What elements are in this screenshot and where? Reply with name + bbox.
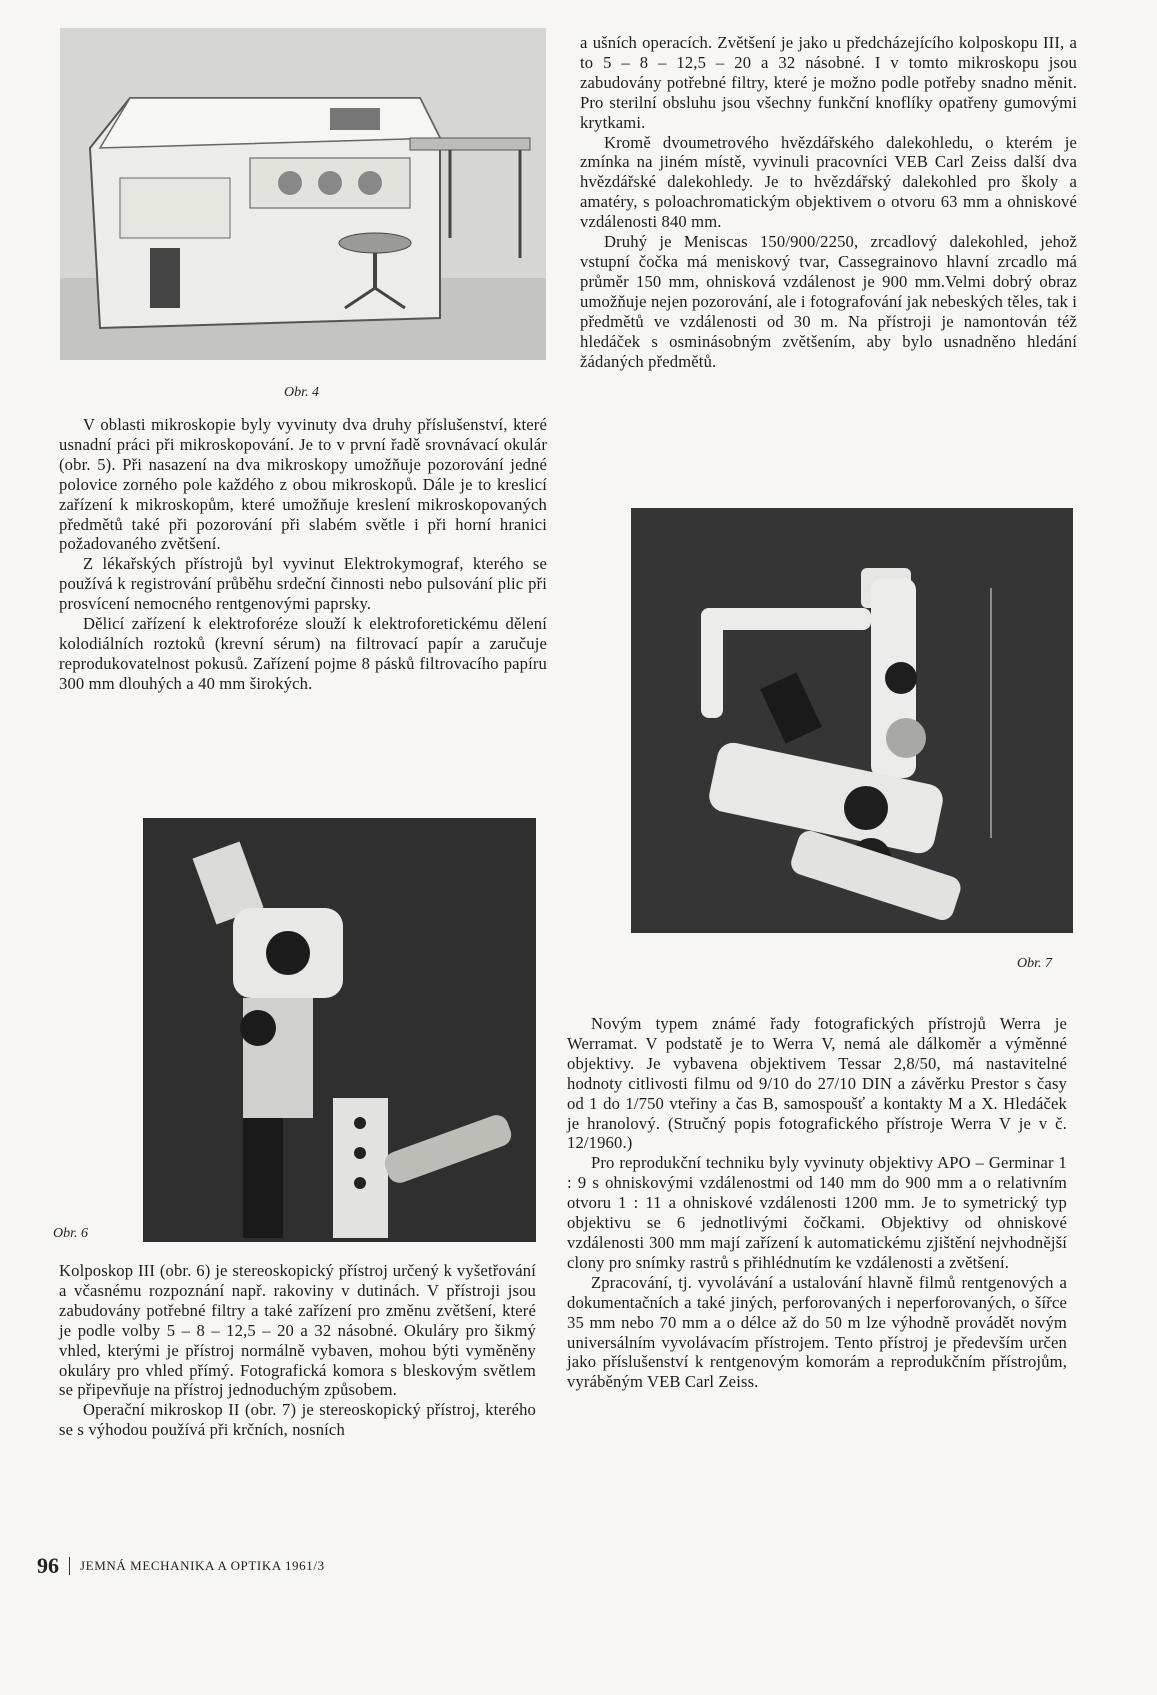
right-column-upper [580, 33, 1077, 371]
figure-7-illustration [631, 508, 1073, 933]
paragraph: Druhý je Meniscas 150/900/2250, zrcadlový dalekohled, jehož vstupní čočka má meniskový tvar, Cassegrainovo hlavní zrcadlo má průměr 150 mm, ohnisková vzdálenost je 900 mm.Velmi dobrý obraz umožňuje nejen pozorování, ale i fotografování jak nebeských těles, tak i předmětů ve vzdálenosti od 30 m. Na přístroji je namontován též hledáček s osminásobným zvětšením, aby bylo usnadněno hledání žádaných předmětů. [580, 232, 1077, 371]
paragraph: Pro reprodukční techniku byly vyvinuty objektivy APO – Germinar 1 : 9 s ohniskovými vzdálenostmi od 140 mm do 900 mm a o relativním otvoru 1 : 11 a ohniskové vzdálenosti 1200 mm. Je to symetrický typ objektivu se 6 jednotlivými čočkami. Objektivy od ohniskové vzdálenosti 300 mm mají zařízení k automatickému zjištění nejvhodnější clony pro snímky rastrů s přihlédnutím ke vzdálenosti a zvětšení. [567, 1153, 1067, 1272]
figure-6-photo [143, 818, 536, 1242]
right-column-lower [567, 1014, 1067, 1392]
figure-4-illustration [60, 28, 546, 360]
paragraph: Kromě dvoumetrového hvězdářského dalekohledu, o kterém je zmínka na jiném místě, vyvinuli pracovníci VEB Carl Zeiss další dva hvězdářské dalekohledy. Je to hvězdářský dalekohled pro školy a amatéry, s poloachromatickým objektivem o otvoru 63 mm a ohniskové vzdálenosti 840 mm. [580, 132, 1077, 232]
left-column-upper [59, 415, 547, 694]
paragraph: Novým typem známé řady fotografických přístrojů Werra je Werramat. V podstatě je to Werra V, nemá ale dálkoměr a výměnné objektivy. Je vybavena objektivem Tessar 2,8/50, má nastavitelné hodnoty citlivosti filmu od 9/10 do 27/10 DIN a závěrku Prestor s časy od 1 do 1/750 vteřiny a čas B, samospoušť a kontakty M a X. Hledáček je hranolový. (Stručný popis fotografického přístroje Werra V je v č. 12/1960.) [567, 1014, 1067, 1153]
paragraph: Operační mikroskop II (obr. 7) je stereoskopický přístroj, kterého se s výhodou používá při krčních, nosních [59, 1400, 536, 1440]
paragraph: Kolposkop III (obr. 6) je stereoskopický přístroj určený k vyšetřování a včasnému rozpoznání např. rakoviny v dutinách. V přístroji jsou zabudovány potřebné filtry a také zařízení pro změnu zvětšení, které je podle volby 5 – 8 – 12,5 – 20 a 32 násobné. Okuláry pro šikmý vhled, kterými je přístroj normálně vybaven, mohou býti vyměněny okuláry pro vhled přímý. Fotografická komora s bleskovým světlem se připevňuje na přístroj jednoduchým způsobem. [59, 1261, 536, 1400]
paragraph: Dělicí zařízení k elektroforéze slouží k elektroforetickému dělení kolodiálních roztoků (krevní sérum) na filtrovací papír a zaručuje reprodukovatelnost pokusů. Zařízení pojme 8 pásků filtrovacího papíru 300 mm dlouhých a 40 mm širokých. [59, 614, 547, 693]
page-footer [37, 1553, 325, 1579]
paragraph: Z lékařských přístrojů byl vyvinut Elektrokymograf, kterého se používá k registrování průběhu srdeční činnosti nebo pulsování plic při prosvícení nemocného rentgenovými paprsky. [59, 554, 547, 614]
paragraph: V oblasti mikroskopie byly vyvinuty dva druhy příslušenství, které usnadní práci při mikroskopování. Je to v první řadě srovnávací okulár (obr. 5). Při nasazení na dva mikroskopy umožňuje pozorování jedné polovice zorného pole každého z obou mikroskopů. Dále je to kreslicí zařízení k mikroskopům, které umožňuje kreslení mikroskopovaných předmětů také při pozorování při slabém světle i při horní hranici požadovaného zvětšení. [59, 415, 547, 554]
journal-title: JEMNÁ MECHANIKA A OPTIKA 1961/3 [80, 1558, 325, 1573]
figure-4-caption: Obr. 4 [284, 385, 320, 400]
figure-7-caption: Obr. 7 [1017, 956, 1053, 971]
footer-divider [69, 1557, 70, 1575]
figure-7-photo [631, 508, 1073, 933]
figure-6-caption: Obr. 6 [53, 1226, 89, 1241]
paragraph: a ušních operacích. Zvětšení je jako u předcházejícího kolposkopu III, a to 5 – 8 – 12,5 – 20 a 32 násobné. I v tomto mikroskopu jsou zabudovány potřebné filtry, které je možno podle potřeby snadno měnit. Pro sterilní obsluhu jsou všechny funkční knoflíky opatřeny gumovými krytkami. [580, 33, 1077, 132]
paragraph: Zpracování, tj. vyvolávání a ustalování hlavně filmů rentgenových a dokumentačních a také jiných, perforovaných i neperforovaných, o šířce 35 mm nebo 70 mm a o délce až do 50 m lze výhodně provádět novým universálním vyvolávacím přístrojem. Tento přístroj je především určen jako příslušenství k rentgenovým komorám a reprodukčním přístrojům, vyráběným VEB Carl Zeiss. [567, 1272, 1067, 1392]
page-number: 96 [37, 1553, 59, 1578]
figure-6-illustration [143, 818, 536, 1242]
left-column-lower [59, 1261, 536, 1440]
figure-4-photo [60, 28, 546, 360]
